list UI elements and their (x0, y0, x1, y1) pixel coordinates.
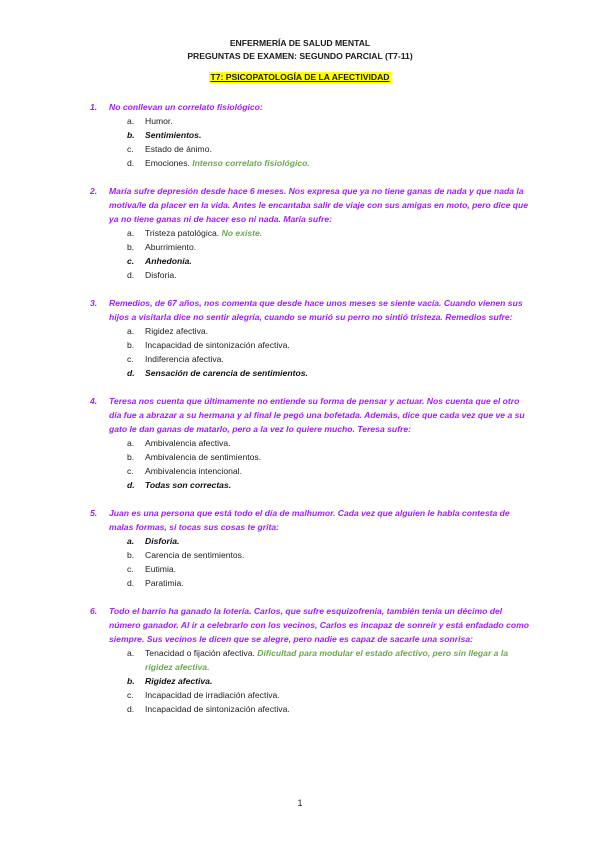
option-text-wrapper (145, 352, 530, 366)
option-text: Paratimia. (145, 578, 184, 588)
option-text-wrapper (145, 702, 530, 716)
option-letter: c. (127, 256, 135, 266)
document-header (0, 37, 600, 85)
answer-option (90, 240, 530, 254)
answer-option-correct (90, 366, 530, 380)
option-letter: a. (127, 648, 135, 658)
option-letter: d. (127, 270, 135, 280)
option-text-wrapper (145, 114, 530, 128)
question-number: 1. (90, 102, 98, 112)
answer-options (90, 226, 530, 282)
option-letter: d. (127, 578, 135, 588)
option-letter: a. (127, 536, 135, 546)
option-text: Incapacidad de sintonización afectiva. (145, 704, 290, 714)
option-letter: a. (127, 438, 135, 448)
option-text-wrapper (145, 436, 530, 450)
answer-option (90, 142, 530, 156)
option-letter: d. (127, 368, 135, 378)
answer-options (90, 324, 530, 380)
option-text: Disforia. (145, 270, 177, 280)
option-text: Anhedonia. (145, 256, 192, 266)
option-letter: c. (127, 354, 134, 364)
option-note: Dificultad para modular el estado afectivo, pero sin llegar a la rigidez afectiva. (145, 648, 509, 672)
option-text: Indiferencia afectiva. (145, 354, 224, 364)
option-letter: b. (127, 340, 135, 350)
option-text-wrapper (145, 240, 530, 254)
option-text: Eutimia. (145, 564, 177, 574)
answer-option (90, 156, 530, 170)
answer-option (90, 352, 530, 366)
option-text: Ambivalencia afectiva. (145, 438, 231, 448)
answer-option (90, 646, 530, 674)
answer-option-correct (90, 128, 530, 142)
question-item (90, 506, 530, 590)
question-text: Todo el barrio ha ganado la lotería. Carlos, que sufre esquizofrenia, también tenía un décimo del número ganador. Al ir a celebrarlo con los vecinos, Carlos es incapaz de sonreír y está enfadado como siempre. Sus vecinos le dicen que se alegre, pero nadie es capaz de sacarle una sonrisa: (109, 606, 529, 644)
question-header (90, 394, 530, 436)
option-text: Sentimientos. (145, 130, 202, 140)
option-note: No existe. (221, 228, 263, 238)
option-text-wrapper (145, 142, 530, 156)
option-text-wrapper (145, 268, 530, 282)
answer-options (90, 534, 530, 590)
option-text-wrapper (145, 450, 530, 464)
answer-option-correct (90, 534, 530, 548)
option-text: Ambivalencia de sentimientos. (145, 452, 262, 462)
answer-option (90, 464, 530, 478)
answer-option-correct (90, 674, 530, 688)
answer-option-correct (90, 254, 530, 268)
option-letter: b. (127, 676, 135, 686)
question-header (90, 506, 530, 534)
answer-options (90, 646, 530, 716)
option-text-wrapper (145, 576, 530, 590)
option-letter: d. (127, 704, 135, 714)
option-letter: b. (127, 550, 135, 560)
question-header (90, 296, 530, 324)
answer-option (90, 688, 530, 702)
question-item (90, 100, 530, 170)
option-text-wrapper (145, 338, 530, 352)
question-text: María sufre depresión desde hace 6 meses. Nos expresa que ya no tiene ganas de nada y que nada la motiva/le da placer en la vida. Antes le encantaba salir de viaje con sus amigas en moto, pero dice que ya no tiene ganas ni de hacer eso ni nada. María sufre: (109, 186, 529, 224)
option-text: Tenacidad o fijación afectiva. (145, 648, 255, 658)
option-letter: c. (127, 144, 134, 154)
option-text-wrapper (145, 156, 530, 170)
question-header (90, 604, 530, 646)
question-number: 6. (90, 606, 98, 616)
option-text: Emociones. (145, 158, 190, 168)
exam-title: PREGUNTAS DE EXAMEN: SEGUNDO PARCIAL (T7-11) (187, 51, 413, 61)
answer-option (90, 338, 530, 352)
option-text-wrapper (145, 226, 530, 240)
option-text: Estado de ánimo. (145, 144, 212, 154)
question-item (90, 184, 530, 282)
option-text-wrapper (145, 548, 530, 562)
option-text: Rigidez afectiva. (145, 326, 209, 336)
option-text: Incapacidad de irradiación afectiva. (145, 690, 280, 700)
answer-option (90, 702, 530, 716)
question-number: 5. (90, 508, 98, 518)
option-text: Humor. (145, 116, 173, 126)
option-text-wrapper (145, 366, 530, 380)
option-text-wrapper (145, 324, 530, 338)
section-title: T7: PSICOPATOLOGÍA DE LA AFECTIVIDAD (210, 72, 390, 82)
option-text-wrapper (145, 646, 530, 674)
answer-option (90, 268, 530, 282)
answer-option (90, 324, 530, 338)
option-letter: a. (127, 228, 135, 238)
option-letter: d. (127, 480, 135, 490)
option-text-wrapper (145, 128, 530, 142)
question-item (90, 604, 530, 716)
question-text: No conllevan un correlato fisiológico: (109, 102, 263, 112)
option-note: Intenso correlato fisiológico. (192, 158, 310, 168)
option-text-wrapper (145, 534, 530, 548)
answer-option (90, 548, 530, 562)
question-item (90, 394, 530, 492)
option-letter: c. (127, 564, 134, 574)
option-text: Aburrimiento. (145, 242, 197, 252)
answer-option (90, 450, 530, 464)
answer-option (90, 436, 530, 450)
option-text: Rigidez afectiva. (145, 676, 213, 686)
option-letter: d. (127, 158, 135, 168)
question-number: 4. (90, 396, 98, 406)
question-number: 2. (90, 186, 98, 196)
answer-options (90, 436, 530, 492)
option-text: Todas son correctas. (145, 480, 232, 490)
option-text-wrapper (145, 562, 530, 576)
question-item (90, 296, 530, 380)
answer-option (90, 562, 530, 576)
option-letter: c. (127, 690, 134, 700)
answer-option (90, 226, 530, 240)
answer-option (90, 114, 530, 128)
answer-options (90, 114, 530, 170)
option-letter: c. (127, 466, 134, 476)
option-text: Tristeza patológica. (145, 228, 220, 238)
option-text: Ambivalencia intencional. (145, 466, 242, 476)
option-text: Incapacidad de sintonización afectiva. (145, 340, 290, 350)
option-text-wrapper (145, 674, 530, 688)
question-header (90, 184, 530, 226)
option-text: Sensación de carencia de sentimientos. (145, 368, 308, 378)
option-text-wrapper (145, 478, 530, 492)
page-number: 1 (297, 798, 303, 808)
option-text-wrapper (145, 254, 530, 268)
question-header (90, 100, 530, 114)
option-text-wrapper (145, 464, 530, 478)
option-letter: a. (127, 326, 135, 336)
option-letter: b. (127, 452, 135, 462)
option-text: Disforia. (145, 536, 180, 546)
answer-option (90, 576, 530, 590)
question-number: 3. (90, 298, 98, 308)
option-text-wrapper (145, 688, 530, 702)
question-text: Juan es una persona que está todo el día de malhumor. Cada vez que alguien le habla contesta de malas formas, si tocas sus cosas te grita: (109, 508, 510, 532)
option-letter: b. (127, 242, 135, 252)
course-title: ENFERMERÍA DE SALUD MENTAL (229, 38, 371, 48)
question-list (90, 100, 530, 730)
option-text: Carencia de sentimientos. (145, 550, 245, 560)
option-letter: b. (127, 130, 135, 140)
question-text: Remedios, de 67 años, nos comenta que desde hace unos meses se siente vacía. Cuando vienen sus hijos a visitarla dice no sentir alegría, cuando se murió su perro no sintió tristeza. Remedios sufre: (109, 298, 523, 322)
question-text: Teresa nos cuenta que últimamente no entiende su forma de pensar y actuar. Nos cuenta que el otro día fue a abrazar a su hermana y al final le pegó una bofetada. Además, dice que cada vez que ve a su gato le dan ganas de matarlo, pero a la vez lo quiere mucho. Teresa sufre: (109, 396, 525, 434)
answer-option-correct (90, 478, 530, 492)
option-letter: a. (127, 116, 135, 126)
